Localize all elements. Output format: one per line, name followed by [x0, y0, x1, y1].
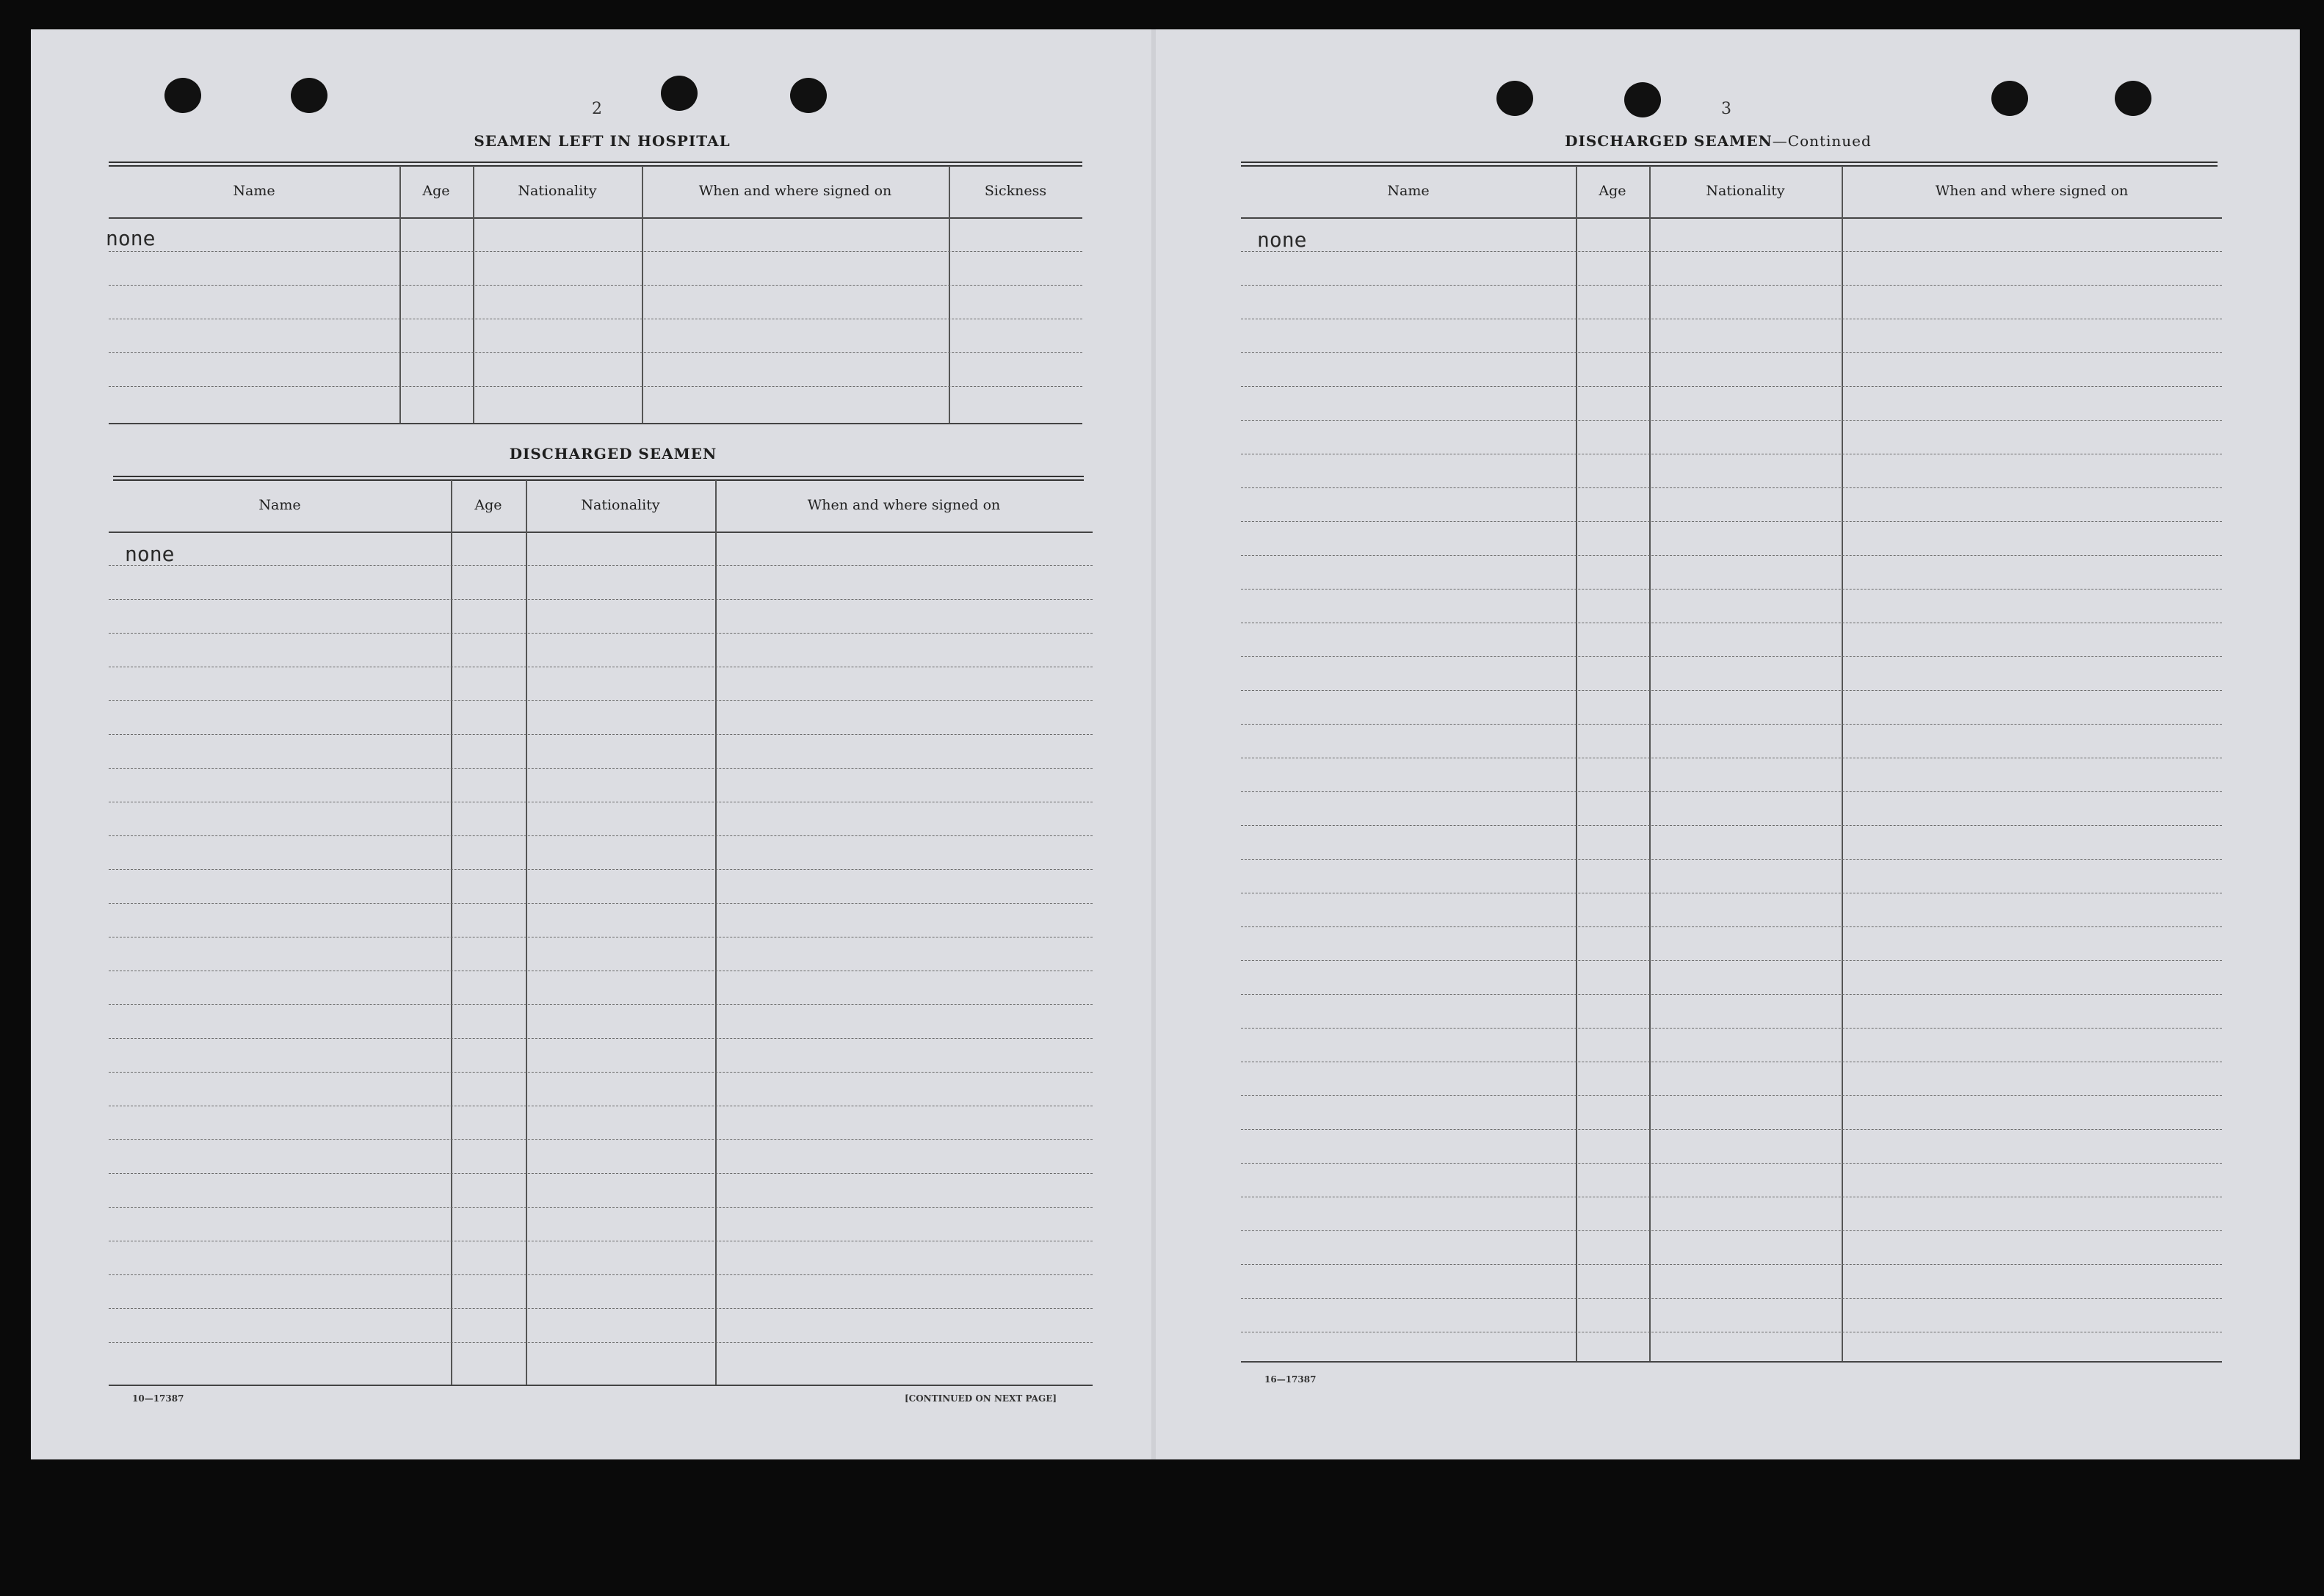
title-main: DISCHARGED SEAMEN [1565, 132, 1773, 150]
table-row [1241, 1163, 2222, 1164]
table-row [1241, 285, 2222, 286]
table-row [1241, 589, 2222, 590]
table-row [109, 1274, 1093, 1275]
col-header-signed-on: When and where signed on [807, 497, 1001, 513]
column-divider [1576, 166, 1577, 1361]
table-row [1241, 926, 2222, 927]
table-row [1241, 251, 2222, 252]
table-row [1241, 352, 2222, 353]
table-row [109, 835, 1093, 836]
table-row [109, 1004, 1093, 1005]
hospital-section-title: SEAMEN LEFT IN HOSPITAL [474, 132, 731, 150]
column-divider [715, 480, 717, 1385]
table-row [1241, 724, 2222, 725]
table-row [1241, 791, 2222, 792]
col-header-nationality: Nationality [1706, 183, 1785, 199]
col-header-signed-on: When and where signed on [1935, 183, 2129, 199]
col-header-name: Name [1387, 183, 1430, 199]
column-divider [526, 480, 527, 1385]
table-row [109, 565, 1093, 566]
col-header-nationality: Nationality [581, 497, 660, 513]
form-number-right: 16—17387 [1264, 1374, 1317, 1385]
table-row [109, 386, 1082, 387]
table-row [109, 869, 1093, 870]
column-divider [642, 166, 643, 423]
table-row [1241, 656, 2222, 657]
header-rule [109, 217, 1082, 219]
page-number-right: 3 [1721, 100, 1731, 118]
table-row [1241, 487, 2222, 488]
table-row [1241, 1264, 2222, 1265]
table-row [109, 1173, 1093, 1174]
punch-hole [790, 78, 827, 113]
table-row [109, 768, 1093, 769]
table-row [1241, 386, 2222, 387]
table-row [1241, 1298, 2222, 1299]
col-header-signed-on: When and where signed on [698, 183, 892, 199]
table-row [109, 599, 1093, 600]
continued-note: [CONTINUED ON NEXT PAGE] [905, 1393, 1057, 1404]
handwritten-entry: none [1257, 228, 1307, 252]
punch-hole [1496, 81, 1533, 116]
table-row [1241, 1129, 2222, 1130]
table-row [1241, 960, 2222, 961]
punch-hole [661, 76, 698, 111]
col-header-nationality: Nationality [518, 183, 597, 199]
table-row [109, 1072, 1093, 1073]
table-row [1241, 1028, 2222, 1029]
hospital-table [106, 166, 1082, 424]
table-row [109, 1207, 1093, 1208]
col-header-sickness: Sickness [984, 183, 1047, 199]
table-row [109, 352, 1082, 353]
column-divider [949, 166, 950, 423]
table-row [109, 1308, 1093, 1309]
table-row [1241, 1230, 2222, 1231]
table-row [109, 700, 1093, 701]
header-rule [109, 532, 1093, 533]
col-header-name: Name [258, 497, 301, 513]
table-row [109, 734, 1093, 735]
title-suffix: —Continued [1772, 132, 1872, 150]
discharged-table-right [1241, 166, 2222, 1363]
col-header-age: Age [1599, 183, 1626, 199]
header-rule [1241, 217, 2222, 219]
table-row [1241, 994, 2222, 995]
table-row [109, 903, 1093, 904]
table-row [1241, 1095, 2222, 1096]
table-row [109, 1342, 1093, 1343]
col-header-age: Age [474, 497, 502, 513]
table-row [1241, 859, 2222, 860]
table-row [109, 1139, 1093, 1140]
table-row [1241, 825, 2222, 826]
col-header-age: Age [422, 183, 450, 199]
handwritten-entry: none [125, 542, 175, 566]
table-row [109, 251, 1082, 252]
table-row [1241, 555, 2222, 556]
punch-hole [291, 78, 327, 113]
handwritten-entry: none [106, 226, 156, 250]
page-number-left: 2 [592, 100, 602, 118]
column-divider [473, 166, 474, 423]
table-row [1241, 420, 2222, 421]
table-row [1241, 521, 2222, 522]
column-divider [1842, 166, 1843, 1361]
discharged-continued-title [1520, 132, 1916, 150]
table-row [109, 285, 1082, 286]
punch-hole [164, 78, 201, 113]
punch-hole [1624, 82, 1661, 117]
page-fold [1151, 29, 1156, 1459]
discharged-table-left [109, 480, 1093, 1386]
punch-hole [1991, 81, 2028, 116]
punch-hole [2115, 81, 2151, 116]
column-divider [1649, 166, 1651, 1361]
table-row [109, 1038, 1093, 1039]
discharged-section-title: DISCHARGED SEAMEN [509, 445, 717, 463]
table-row [109, 633, 1093, 634]
table-row [1241, 690, 2222, 691]
col-header-name: Name [233, 183, 275, 199]
column-divider [451, 480, 452, 1385]
column-divider [399, 166, 401, 423]
form-number-left: 10—17387 [132, 1393, 184, 1404]
